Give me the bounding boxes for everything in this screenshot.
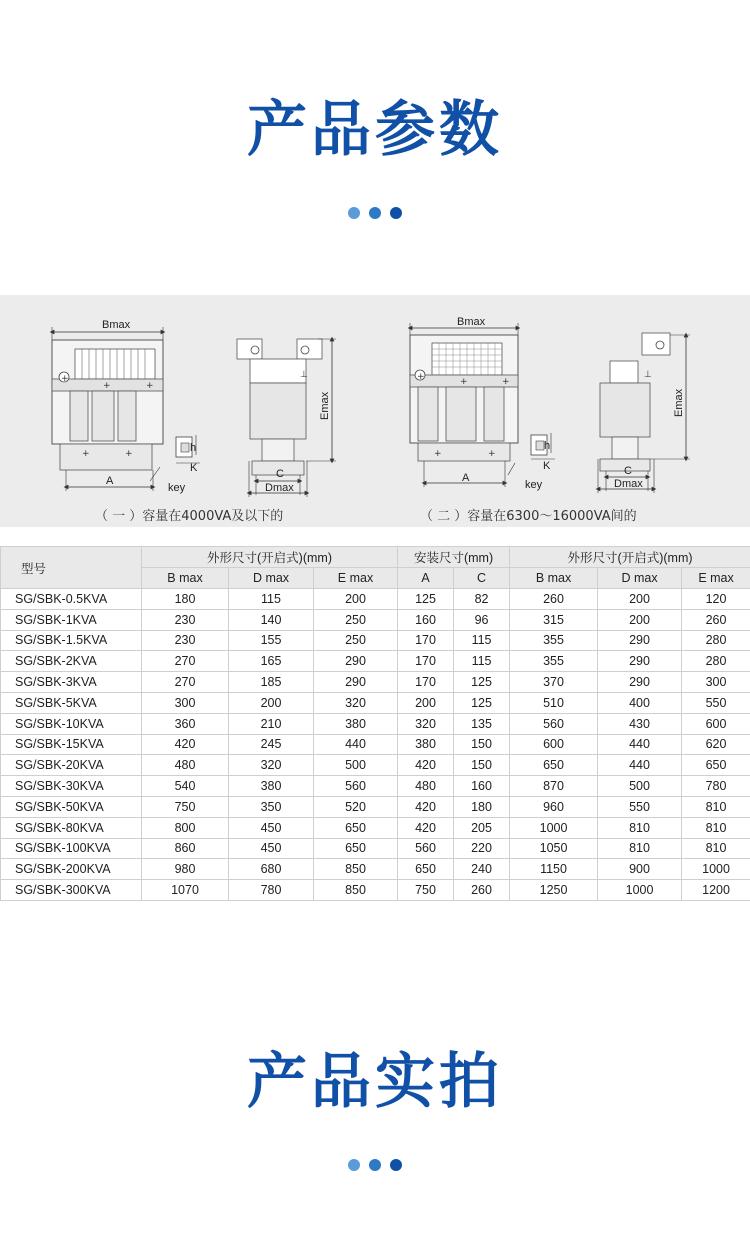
table-row bbox=[1, 589, 750, 610]
value-cell: 82 bbox=[454, 589, 510, 610]
value-cell: 240 bbox=[454, 859, 510, 880]
value-cell: 155 bbox=[229, 630, 314, 651]
value-cell: 200 bbox=[398, 692, 454, 713]
value-cell: 450 bbox=[229, 838, 314, 859]
value-cell: 380 bbox=[314, 713, 398, 734]
model-cell: SG/SBK-10KVA bbox=[1, 713, 142, 734]
value-cell: 160 bbox=[398, 609, 454, 630]
value-cell: 500 bbox=[598, 776, 682, 797]
table-row bbox=[1, 838, 750, 859]
value-cell: 1150 bbox=[510, 859, 598, 880]
model-cell: SG/SBK-3KVA bbox=[1, 672, 142, 693]
value-cell: 810 bbox=[598, 817, 682, 838]
value-cell: 220 bbox=[454, 838, 510, 859]
table-row bbox=[1, 713, 750, 734]
value-cell: 290 bbox=[598, 672, 682, 693]
model-cell: SG/SBK-15KVA bbox=[1, 734, 142, 755]
left-emax-label: Emax bbox=[319, 391, 331, 420]
right-a-label: A bbox=[462, 472, 470, 484]
value-cell: 900 bbox=[598, 859, 682, 880]
value-cell: 750 bbox=[398, 880, 454, 901]
table-row bbox=[1, 880, 750, 901]
value-cell: 170 bbox=[398, 651, 454, 672]
value-cell: 290 bbox=[598, 651, 682, 672]
value-cell: 540 bbox=[142, 776, 229, 797]
value-cell: 560 bbox=[510, 713, 598, 734]
value-cell: 600 bbox=[682, 713, 750, 734]
left-bmax-label: Bmax bbox=[102, 319, 131, 331]
left-h-label: h bbox=[190, 442, 197, 454]
value-cell: 430 bbox=[598, 713, 682, 734]
diagram-band bbox=[0, 295, 750, 527]
sub-header-cell: A bbox=[398, 568, 454, 589]
value-cell: 290 bbox=[314, 672, 398, 693]
value-cell: 160 bbox=[454, 776, 510, 797]
svg-text:+: + bbox=[502, 377, 510, 387]
value-cell: 200 bbox=[598, 589, 682, 610]
value-cell: 560 bbox=[314, 776, 398, 797]
sub-header-cell: D max bbox=[598, 568, 682, 589]
value-cell: 850 bbox=[314, 859, 398, 880]
value-cell: 440 bbox=[598, 755, 682, 776]
model-cell: SG/SBK-0.5KVA bbox=[1, 589, 142, 610]
value-cell: 125 bbox=[454, 672, 510, 693]
value-cell: 960 bbox=[510, 796, 598, 817]
value-cell: 290 bbox=[598, 630, 682, 651]
params-title: 产品参数 bbox=[247, 95, 503, 165]
value-cell: 420 bbox=[398, 755, 454, 776]
value-cell: 260 bbox=[454, 880, 510, 901]
value-cell: 650 bbox=[682, 755, 750, 776]
value-cell: 250 bbox=[314, 630, 398, 651]
value-cell: 210 bbox=[229, 713, 314, 734]
group-header-outline: 外形尺寸(开启式)(mm) bbox=[142, 547, 398, 568]
table-row bbox=[1, 672, 750, 693]
sub-header-cell: D max bbox=[229, 568, 314, 589]
value-cell: 810 bbox=[598, 838, 682, 859]
left-dmax-label: Dmax bbox=[265, 482, 294, 494]
value-cell: 600 bbox=[510, 734, 598, 755]
value-cell: 380 bbox=[229, 776, 314, 797]
table-row bbox=[1, 692, 750, 713]
table-row bbox=[1, 796, 750, 817]
right-c-label: C bbox=[624, 465, 632, 477]
svg-text:+: + bbox=[434, 449, 442, 459]
value-cell: 870 bbox=[510, 776, 598, 797]
value-cell: 550 bbox=[598, 796, 682, 817]
value-cell: 115 bbox=[229, 589, 314, 610]
value-cell: 980 bbox=[142, 859, 229, 880]
table-row bbox=[1, 859, 750, 880]
table-row bbox=[1, 776, 750, 797]
value-cell: 320 bbox=[398, 713, 454, 734]
value-cell: 500 bbox=[314, 755, 398, 776]
value-cell: 810 bbox=[682, 838, 750, 859]
right-front-view bbox=[410, 316, 555, 491]
right-key-label: key bbox=[525, 479, 543, 491]
title-dots-bottom bbox=[0, 1159, 750, 1171]
svg-text:+: + bbox=[417, 372, 425, 382]
svg-text:+: + bbox=[146, 381, 154, 391]
value-cell: 380 bbox=[398, 734, 454, 755]
dot-light bbox=[348, 1159, 360, 1171]
value-cell: 510 bbox=[510, 692, 598, 713]
value-cell: 205 bbox=[454, 817, 510, 838]
sub-header-cell: B max bbox=[510, 568, 598, 589]
svg-text:+: + bbox=[125, 449, 133, 459]
table-row bbox=[1, 755, 750, 776]
value-cell: 280 bbox=[682, 651, 750, 672]
spec-table bbox=[0, 546, 750, 901]
value-cell: 440 bbox=[314, 734, 398, 755]
right-emax-label: Emax bbox=[673, 388, 685, 417]
value-cell: 180 bbox=[142, 589, 229, 610]
left-side-view bbox=[237, 339, 336, 497]
svg-text:+: + bbox=[103, 381, 111, 391]
value-cell: 680 bbox=[229, 859, 314, 880]
value-cell: 315 bbox=[510, 609, 598, 630]
table-row bbox=[1, 734, 750, 755]
value-cell: 115 bbox=[454, 630, 510, 651]
table-row bbox=[1, 609, 750, 630]
right-side-view bbox=[598, 333, 690, 493]
value-cell: 165 bbox=[229, 651, 314, 672]
table-row bbox=[1, 817, 750, 838]
value-cell: 420 bbox=[142, 734, 229, 755]
group-header-install: 安装尺寸(mm) bbox=[398, 547, 510, 568]
value-cell: 170 bbox=[398, 672, 454, 693]
value-cell: 320 bbox=[314, 692, 398, 713]
model-cell: SG/SBK-100KVA bbox=[1, 838, 142, 859]
value-cell: 120 bbox=[682, 589, 750, 610]
model-cell: SG/SBK-1KVA bbox=[1, 609, 142, 630]
svg-text:+: + bbox=[61, 374, 69, 384]
svg-text:+: + bbox=[460, 377, 468, 387]
model-cell: SG/SBK-5KVA bbox=[1, 692, 142, 713]
value-cell: 230 bbox=[142, 609, 229, 630]
value-cell: 300 bbox=[142, 692, 229, 713]
value-cell: 520 bbox=[314, 796, 398, 817]
value-cell: 650 bbox=[314, 817, 398, 838]
value-cell: 185 bbox=[229, 672, 314, 693]
model-cell: SG/SBK-50KVA bbox=[1, 796, 142, 817]
right-k-label: K bbox=[543, 460, 551, 472]
sub-header-cell: B max bbox=[142, 568, 229, 589]
dot-dark bbox=[390, 207, 402, 219]
dot-mid bbox=[369, 1159, 381, 1171]
value-cell: 250 bbox=[314, 609, 398, 630]
value-cell: 355 bbox=[510, 651, 598, 672]
value-cell: 150 bbox=[454, 734, 510, 755]
value-cell: 420 bbox=[398, 796, 454, 817]
value-cell: 360 bbox=[142, 713, 229, 734]
model-cell: SG/SBK-300KVA bbox=[1, 880, 142, 901]
value-cell: 180 bbox=[454, 796, 510, 817]
value-cell: 245 bbox=[229, 734, 314, 755]
value-cell: 750 bbox=[142, 796, 229, 817]
value-cell: 810 bbox=[682, 817, 750, 838]
left-k-label: K bbox=[190, 462, 198, 474]
value-cell: 440 bbox=[598, 734, 682, 755]
left-key-label: key bbox=[168, 482, 186, 494]
right-diagram-caption: （ 二 ）容量在6300～16000VA间的 bbox=[420, 509, 637, 524]
svg-text:⊥: ⊥ bbox=[300, 370, 308, 380]
value-cell: 400 bbox=[598, 692, 682, 713]
value-cell: 280 bbox=[682, 630, 750, 651]
value-cell: 135 bbox=[454, 713, 510, 734]
left-a-label: A bbox=[106, 475, 114, 487]
value-cell: 320 bbox=[229, 755, 314, 776]
value-cell: 1050 bbox=[510, 838, 598, 859]
value-cell: 200 bbox=[314, 589, 398, 610]
value-cell: 355 bbox=[510, 630, 598, 651]
title-dots-top bbox=[0, 207, 750, 219]
value-cell: 560 bbox=[398, 838, 454, 859]
value-cell: 780 bbox=[229, 880, 314, 901]
dot-dark bbox=[390, 1159, 402, 1171]
left-c-label: C bbox=[276, 468, 284, 480]
photos-title: 产品实拍 bbox=[247, 1047, 503, 1117]
value-cell: 800 bbox=[142, 817, 229, 838]
value-cell: 170 bbox=[398, 630, 454, 651]
svg-text:⊥: ⊥ bbox=[644, 370, 652, 380]
value-cell: 260 bbox=[510, 589, 598, 610]
value-cell: 450 bbox=[229, 817, 314, 838]
sub-header-cell: E max bbox=[314, 568, 398, 589]
value-cell: 1070 bbox=[142, 880, 229, 901]
value-cell: 125 bbox=[454, 692, 510, 713]
left-diagram-caption: （ 一 ）容量在4000VA及以下的 bbox=[95, 509, 284, 524]
dot-mid bbox=[369, 207, 381, 219]
value-cell: 140 bbox=[229, 609, 314, 630]
right-bmax-label: Bmax bbox=[457, 316, 486, 328]
value-cell: 1000 bbox=[510, 817, 598, 838]
left-front-view bbox=[52, 319, 200, 494]
value-cell: 115 bbox=[454, 651, 510, 672]
spec-table-body bbox=[1, 589, 750, 901]
dimension-drawings bbox=[0, 295, 750, 527]
model-header: 型号 bbox=[1, 547, 142, 589]
sub-header-cell: E max bbox=[682, 568, 750, 589]
value-cell: 550 bbox=[682, 692, 750, 713]
value-cell: 780 bbox=[682, 776, 750, 797]
value-cell: 650 bbox=[398, 859, 454, 880]
value-cell: 650 bbox=[314, 838, 398, 859]
value-cell: 370 bbox=[510, 672, 598, 693]
group-header-outline-2: 外形尺寸(开启式)(mm) bbox=[510, 547, 750, 568]
value-cell: 1000 bbox=[598, 880, 682, 901]
value-cell: 810 bbox=[682, 796, 750, 817]
value-cell: 96 bbox=[454, 609, 510, 630]
value-cell: 300 bbox=[682, 672, 750, 693]
value-cell: 230 bbox=[142, 630, 229, 651]
value-cell: 270 bbox=[142, 672, 229, 693]
value-cell: 1250 bbox=[510, 880, 598, 901]
model-cell: SG/SBK-200KVA bbox=[1, 859, 142, 880]
table-row bbox=[1, 630, 750, 651]
dot-light bbox=[348, 207, 360, 219]
right-dmax-label: Dmax bbox=[614, 478, 643, 490]
value-cell: 850 bbox=[314, 880, 398, 901]
value-cell: 290 bbox=[314, 651, 398, 672]
model-cell: SG/SBK-20KVA bbox=[1, 755, 142, 776]
value-cell: 150 bbox=[454, 755, 510, 776]
value-cell: 200 bbox=[229, 692, 314, 713]
model-cell: SG/SBK-80KVA bbox=[1, 817, 142, 838]
value-cell: 270 bbox=[142, 651, 229, 672]
value-cell: 125 bbox=[398, 589, 454, 610]
value-cell: 650 bbox=[510, 755, 598, 776]
value-cell: 620 bbox=[682, 734, 750, 755]
model-cell: SG/SBK-30KVA bbox=[1, 776, 142, 797]
value-cell: 860 bbox=[142, 838, 229, 859]
value-cell: 480 bbox=[142, 755, 229, 776]
model-cell: SG/SBK-1.5KVA bbox=[1, 630, 142, 651]
sub-header-cell: C bbox=[454, 568, 510, 589]
right-h-label: h bbox=[544, 440, 551, 452]
value-cell: 420 bbox=[398, 817, 454, 838]
svg-text:+: + bbox=[82, 449, 90, 459]
model-cell: SG/SBK-2KVA bbox=[1, 651, 142, 672]
value-cell: 200 bbox=[598, 609, 682, 630]
value-cell: 350 bbox=[229, 796, 314, 817]
value-cell: 260 bbox=[682, 609, 750, 630]
svg-text:+: + bbox=[488, 449, 496, 459]
table-row bbox=[1, 651, 750, 672]
value-cell: 1200 bbox=[682, 880, 750, 901]
value-cell: 480 bbox=[398, 776, 454, 797]
value-cell: 1000 bbox=[682, 859, 750, 880]
